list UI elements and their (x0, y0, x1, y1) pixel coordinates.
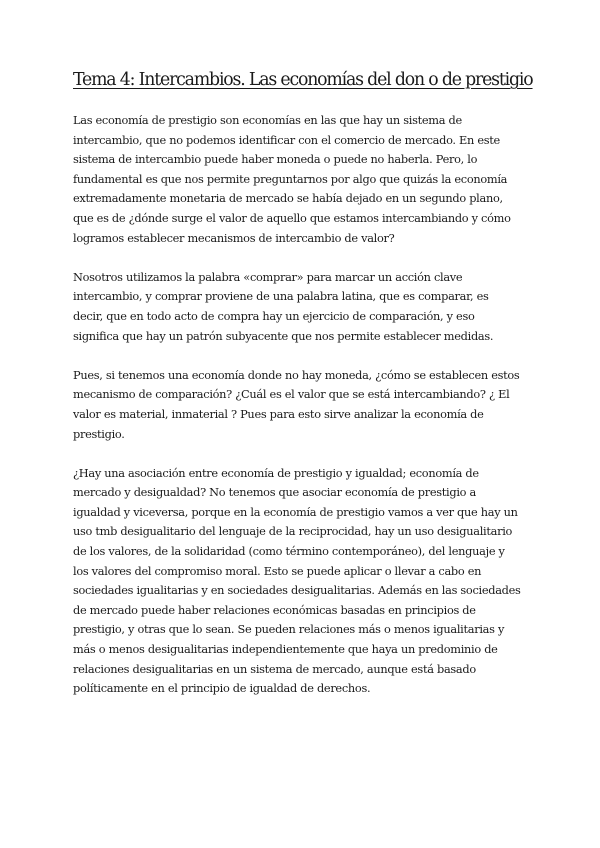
text-line: más o menos desigualitarias independientemente que haya un predominio de (73, 642, 498, 657)
paragraph-1 (73, 111, 533, 248)
text-line: prestigio, y otras que lo sean. Se pueden relaciones más o menos igualitarias y (73, 622, 505, 637)
text-line: uso tmb desigualitario del lenguaje de la reciprocidad, hay un uso desigualitario (73, 524, 513, 539)
text-line: ¿Hay una asociación entre economía de prestigio y igualdad; economía de (73, 465, 479, 480)
text-line: significa que hay un patrón subyacente que nos permite establecer medidas. (73, 328, 494, 343)
text-line: valor es material, inmaterial ? Pues para esto sirve analizar la economía de (73, 406, 484, 421)
text-line: los valores del compromiso moral. Esto se puede aplicar o llevar a cabo en (73, 563, 482, 578)
text-line: decir, que en todo acto de compra hay un ejercicio de comparación, y eso (73, 308, 475, 323)
paragraph-3 (73, 366, 533, 444)
text-line: relaciones desigualitarias en un sistema de mercado, aunque está basado (73, 661, 476, 676)
text-line: de mercado puede haber relaciones económicas basadas en principios de (73, 602, 476, 617)
document-body (73, 111, 533, 718)
text-line: políticamente en el principio de igualdad de derechos. (73, 681, 371, 696)
text-line: intercambio, y comprar proviene de una palabra latina, que es comparar, es (73, 289, 489, 304)
text-line: prestigio. (73, 426, 125, 441)
paragraph-2 (73, 268, 533, 346)
text-line: sistema de intercambio puede haber moneda o puede no haberla. Pero, lo (73, 152, 478, 167)
text-line: que es de ¿dónde surge el valor de aquello que estamos intercambiando y cómo (73, 210, 511, 225)
text-line: Pues, si tenemos una economía donde no hay moneda, ¿cómo se establecen estos (73, 367, 520, 382)
text-line: de los valores, de la solidaridad (como término contemporáneo), del lenguaje y (73, 544, 505, 559)
text-line: extremadamente monetaria de mercado se había dejado en un segundo plano, (73, 191, 503, 206)
paragraph-4 (73, 464, 533, 699)
text-line: Nosotros utilizamos la palabra «comprar» para marcar un acción clave (73, 269, 463, 284)
text-line: mercado y desigualdad? No tenemos que asociar economía de prestigio a (73, 485, 476, 500)
text-line: logramos establecer mecanismos de intercambio de valor? (73, 230, 395, 245)
text-line: Las economía de prestigio son economías en las que hay un sistema de (73, 113, 462, 127)
document-title: Tema 4: Intercambios. Las economías del don o de prestigio (73, 70, 533, 90)
text-line: mecanismo de comparación? ¿Cuál es el valor que se está intercambiando? ¿ El (73, 387, 510, 402)
text-line: intercambio, que no podemos identificar con el comercio de mercado. En este (73, 132, 500, 147)
text-line: sociedades igualitarias y en sociedades desigualitarias. Además en las sociedades (73, 583, 521, 598)
text-line: fundamental es que nos permite preguntarnos por algo que quizás la economía (73, 171, 508, 186)
text-line: igualdad y viceversa, porque en la economía de prestigio vamos a ver que hay un (73, 504, 518, 519)
